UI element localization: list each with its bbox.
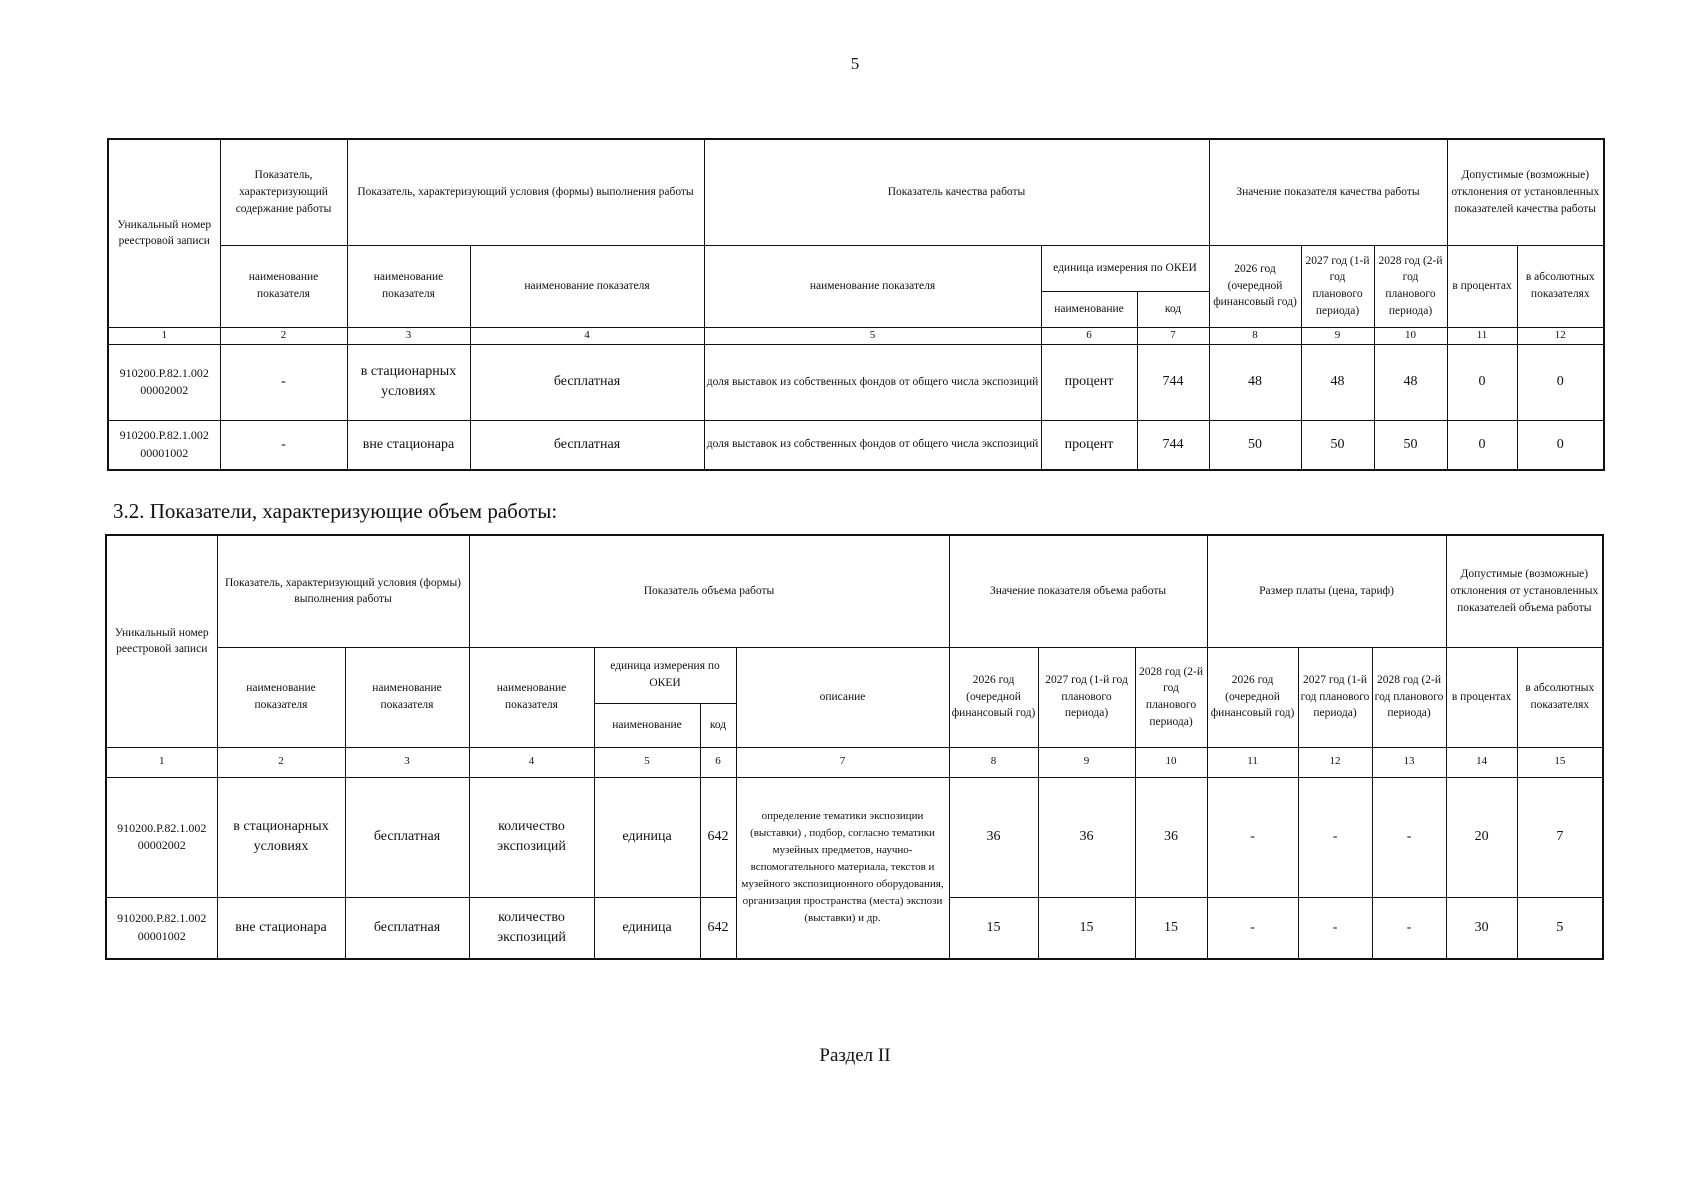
unit-name: единица xyxy=(594,777,700,897)
value-2026: 50 xyxy=(1209,420,1301,470)
header-deviation: Допустимые (возможные) отклонения от установленных показателей качества работы xyxy=(1447,139,1604,245)
unit-code: 642 xyxy=(700,777,736,897)
header-year-2028: 2028 год (2-й год планового периода) xyxy=(1374,245,1447,327)
value-2028: 36 xyxy=(1135,777,1207,897)
column-number: 11 xyxy=(1207,747,1298,777)
column-number: 7 xyxy=(736,747,949,777)
unit-code: 744 xyxy=(1137,344,1209,420)
header-name: наименование показателя xyxy=(470,245,704,327)
condition-value: в стационарных условиях xyxy=(347,344,470,420)
column-number: 1 xyxy=(108,327,220,344)
column-number: 12 xyxy=(1517,327,1604,344)
indicator-name: количество экспозиций xyxy=(469,777,594,897)
header-okei-unit: единица измерения по ОКЕИ xyxy=(1041,245,1209,291)
column-number: 4 xyxy=(469,747,594,777)
condition-value: бесплатная xyxy=(470,420,704,470)
condition-value: бесплатная xyxy=(345,897,469,959)
column-number: 11 xyxy=(1447,327,1517,344)
header-name: наименование показателя xyxy=(347,245,470,327)
table-row xyxy=(108,420,1604,470)
header-quality-indicator: Показатель качества работы xyxy=(704,139,1209,245)
unit-code: 642 xyxy=(700,897,736,959)
unit-code: 744 xyxy=(1137,420,1209,470)
header-unit-code: код xyxy=(700,703,736,747)
fee-2027: - xyxy=(1298,897,1372,959)
column-number: 8 xyxy=(949,747,1038,777)
column-number: 4 xyxy=(470,327,704,344)
column-number: 13 xyxy=(1372,747,1446,777)
unit-name: единица xyxy=(594,897,700,959)
table-row xyxy=(108,344,1604,420)
deviation-percent: 30 xyxy=(1446,897,1517,959)
column-number: 10 xyxy=(1374,327,1447,344)
header-volume-value: Значение показателя объема работы xyxy=(949,535,1207,647)
value-2027: 15 xyxy=(1038,897,1135,959)
volume-indicators-table xyxy=(105,534,1604,960)
value-2028: 15 xyxy=(1135,897,1207,959)
header-absolute: в абсолютных показателях xyxy=(1517,647,1603,747)
indicator-name: доля выставок из собственных фондов от общего числа экспозиций xyxy=(704,420,1041,470)
header-deviation: Допустимые (возможные) отклонения от установленных показателей объема работы xyxy=(1446,535,1603,647)
condition-value: вне стационара xyxy=(217,897,345,959)
header-fee-2028: 2028 год (2-й год планового периода) xyxy=(1372,647,1446,747)
header-unit-code: код xyxy=(1137,291,1209,327)
unit-name: процент xyxy=(1041,420,1137,470)
indicator-name: количество экспозиций xyxy=(469,897,594,959)
content-value: - xyxy=(220,420,347,470)
deviation-absolute: 7 xyxy=(1517,777,1603,897)
column-number: 6 xyxy=(700,747,736,777)
condition-value: в стационарных условиях xyxy=(217,777,345,897)
quality-indicators-table xyxy=(107,138,1605,471)
header-quality-value: Значение показателя качества работы xyxy=(1209,139,1447,245)
header-name: наименование показателя xyxy=(345,647,469,747)
deviation-percent: 0 xyxy=(1447,420,1517,470)
column-number: 15 xyxy=(1517,747,1603,777)
column-number: 1 xyxy=(106,747,217,777)
record-id: 910200.Р.82.1.002 00002002 xyxy=(108,344,220,420)
condition-value: вне стационара xyxy=(347,420,470,470)
column-number: 8 xyxy=(1209,327,1301,344)
header-name: наименование показателя xyxy=(217,647,345,747)
column-number: 9 xyxy=(1038,747,1135,777)
column-number: 7 xyxy=(1137,327,1209,344)
unit-name: процент xyxy=(1041,344,1137,420)
header-fee-2027: 2027 год (1-й год планового периода) xyxy=(1298,647,1372,747)
header-fee: Размер платы (цена, тариф) xyxy=(1207,535,1446,647)
header-percent: в процентах xyxy=(1446,647,1517,747)
header-name: наименование показателя xyxy=(704,245,1041,327)
indicator-name: доля выставок из собственных фондов от общего числа экспозиций xyxy=(704,344,1041,420)
column-number: 6 xyxy=(1041,327,1137,344)
value-2026: 48 xyxy=(1209,344,1301,420)
condition-value: бесплатная xyxy=(470,344,704,420)
header-fee-2026: 2026 год (очередной финансовый год) xyxy=(1207,647,1298,747)
fee-2026: - xyxy=(1207,777,1298,897)
section-heading: Раздел II xyxy=(819,1045,891,1066)
header-description: описание xyxy=(736,647,949,747)
fee-2028: - xyxy=(1372,777,1446,897)
value-2027: 48 xyxy=(1301,344,1374,420)
header-year-2027: 2027 год (1-й год планового периода) xyxy=(1301,245,1374,327)
header-year-2026: 2026 год (очередной финансовый год) xyxy=(949,647,1038,747)
deviation-absolute: 0 xyxy=(1517,420,1604,470)
deviation-percent: 0 xyxy=(1447,344,1517,420)
fee-2026: - xyxy=(1207,897,1298,959)
header-content-indicator: Показатель, характеризующий содержание работы xyxy=(220,139,347,245)
work-description: определение тематики экспозиции (выставки) , подбор, согласно тематики музейных предметов, научно-вспомогательного материала, текстов и музейного экспозиционного оборудования, организация пространства (места) экспози (выставки) и др. xyxy=(736,777,949,959)
header-okei-unit: единица измерения по ОКЕИ xyxy=(594,647,736,703)
column-number: 5 xyxy=(704,327,1041,344)
value-2026: 15 xyxy=(949,897,1038,959)
header-record-id: Уникальный номер реестровой записи xyxy=(108,139,220,327)
header-name: наименование показателя xyxy=(469,647,594,747)
header-unit-name: наименование xyxy=(1041,291,1137,327)
header-volume-indicator: Показатель объема работы xyxy=(469,535,949,647)
column-number: 10 xyxy=(1135,747,1207,777)
record-id: 910200.Р.82.1.002 00002002 xyxy=(106,777,217,897)
header-year-2026: 2026 год (очередной финансовый год) xyxy=(1209,245,1301,327)
column-number: 5 xyxy=(594,747,700,777)
column-number: 14 xyxy=(1446,747,1517,777)
deviation-percent: 20 xyxy=(1446,777,1517,897)
record-id: 910200.Р.82.1.002 00001002 xyxy=(106,897,217,959)
column-number: 2 xyxy=(220,327,347,344)
header-absolute: в абсолютных показателях xyxy=(1517,245,1604,327)
value-2027: 50 xyxy=(1301,420,1374,470)
content-value: - xyxy=(220,344,347,420)
value-2026: 36 xyxy=(949,777,1038,897)
header-year-2028: 2028 год (2-й год планового периода) xyxy=(1135,647,1207,747)
header-year-2027: 2027 год (1-й год планового периода) xyxy=(1038,647,1135,747)
value-2028: 50 xyxy=(1374,420,1447,470)
column-number: 3 xyxy=(345,747,469,777)
record-id: 910200.Р.82.1.002 00001002 xyxy=(108,420,220,470)
fee-2027: - xyxy=(1298,777,1372,897)
column-number: 9 xyxy=(1301,327,1374,344)
column-number: 12 xyxy=(1298,747,1372,777)
value-2028: 48 xyxy=(1374,344,1447,420)
header-conditions-indicator: Показатель, характеризующий условия (формы) выполнения работы xyxy=(347,139,704,245)
deviation-absolute: 5 xyxy=(1517,897,1603,959)
header-conditions-indicator: Показатель, характеризующий условия (формы) выполнения работы xyxy=(217,535,469,647)
column-number: 2 xyxy=(217,747,345,777)
condition-value: бесплатная xyxy=(345,777,469,897)
table-row xyxy=(106,777,1603,897)
page-number: 5 xyxy=(850,54,860,73)
value-2027: 36 xyxy=(1038,777,1135,897)
header-record-id: Уникальный номер реестровой записи xyxy=(106,535,217,747)
header-name: наименование показателя xyxy=(220,245,347,327)
header-unit-name: наименование xyxy=(594,703,700,747)
column-number: 3 xyxy=(347,327,470,344)
section-title-3-2: 3.2. Показатели, характеризующие объем работы: xyxy=(113,499,558,523)
fee-2028: - xyxy=(1372,897,1446,959)
header-percent: в процентах xyxy=(1447,245,1517,327)
deviation-absolute: 0 xyxy=(1517,344,1604,420)
